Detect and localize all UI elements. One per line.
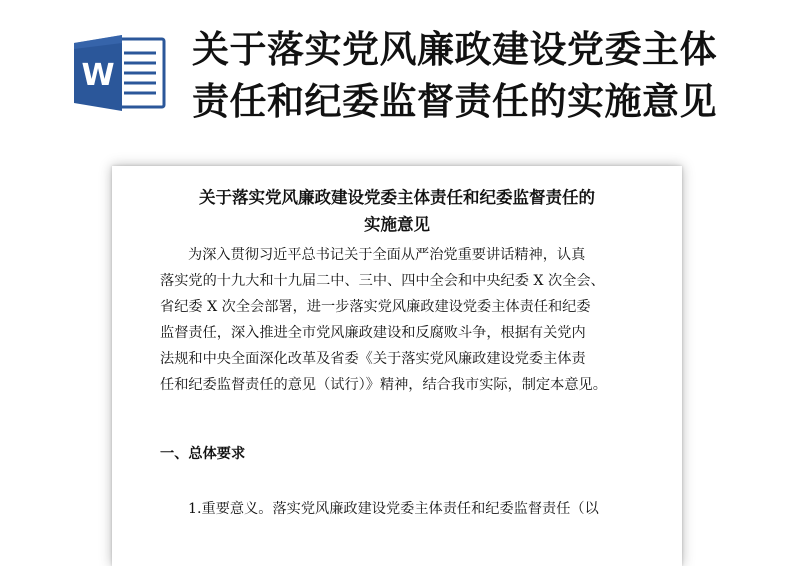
list-item: 1.重要意义。落实党风廉政建设党委主体责任和纪委监督责任（以	[188, 501, 599, 517]
word-icon	[72, 33, 166, 113]
word-logo-letter: W	[81, 58, 115, 93]
paragraph-line: 监督责任，深入推进全市党风廉政建设和反腐败斗争，根据有关党内	[160, 325, 586, 341]
paragraph-line: 省纪委 X 次全会部署，进一步落实党风廉政建设党委主体责任和纪委	[160, 299, 591, 315]
paragraph-line: 为深入贯彻习近平总书记关于全面从严治党重要讲话精神，认真	[188, 247, 586, 263]
page-title	[192, 24, 782, 128]
document-title-line: 关于落实党风廉政建设党委主体责任和纪委监督责任的	[199, 188, 595, 207]
header-banner	[0, 0, 800, 140]
paragraph-line: 落实党的十九大和十九届二中、三中、四中全会和中央纪委 X 次全会、	[160, 273, 605, 289]
document-preview-area	[0, 140, 800, 526]
document-title	[112, 184, 682, 238]
paragraph-line: 任和纪委监督责任的意见（试行）》精神，结合我市实际，制定本意见。	[160, 377, 607, 393]
document-title-line: 实施意见	[364, 215, 430, 234]
document-page	[112, 166, 682, 566]
page-title-line: 责任和纪委监督责任的实施意见	[192, 80, 717, 123]
paragraph-line: 法规和中央全面深化改革及省委《关于落实党风廉政建设党委主体责	[160, 351, 586, 367]
document-paragraph	[160, 242, 642, 398]
section-heading: 一、总体要求	[160, 446, 246, 462]
page-title-line: 关于落实党风廉政建设党委主体	[192, 28, 717, 71]
